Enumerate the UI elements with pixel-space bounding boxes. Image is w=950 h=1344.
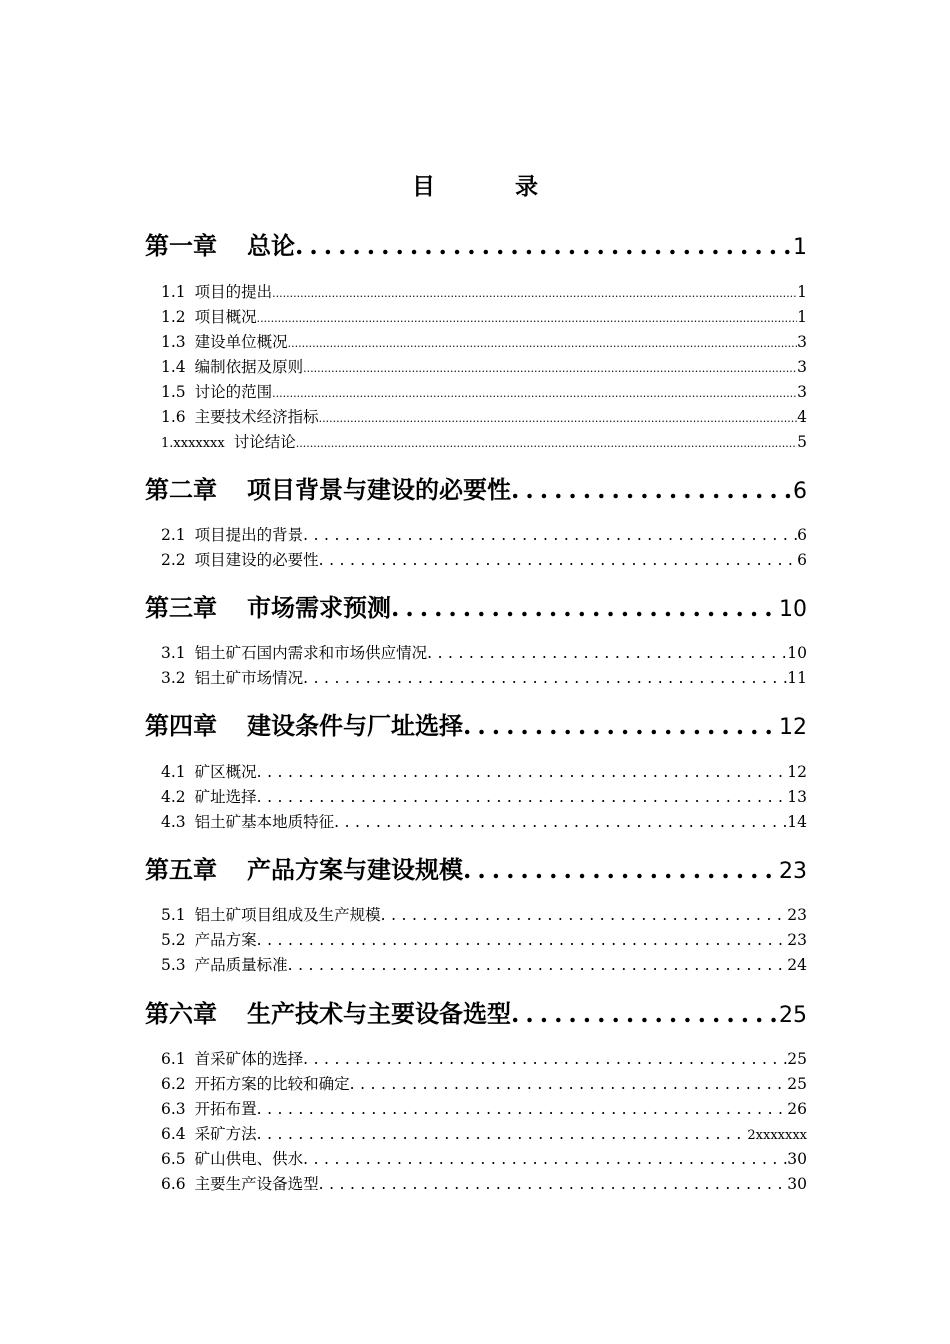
chapter-number: 第四章 (145, 711, 217, 740)
dot-leader (303, 358, 797, 376)
section-title: 项目提出的背景 (194, 526, 304, 544)
section-title: 项目的提出 (194, 283, 273, 301)
section-number: 1.5 (161, 383, 186, 401)
section-number: 1.xxxxxxx (161, 436, 225, 451)
toc-chapter-4[interactable] (145, 706, 807, 740)
section-number: 6.4 (161, 1125, 186, 1143)
dot-leader (296, 433, 797, 451)
dot-leader (257, 1100, 788, 1118)
section-title: 铝土矿基本地质特征 (194, 813, 335, 831)
dot-leader (257, 308, 797, 326)
chapter-number: 第一章 (145, 231, 217, 260)
section-page-number: 4 (797, 408, 807, 426)
dot-leader (295, 231, 793, 260)
toc-section-2-1[interactable] (161, 523, 807, 545)
section-title: 产品方案 (194, 931, 257, 949)
section-number: 5.2 (161, 931, 186, 949)
section-title: 产品质量标准 (194, 956, 288, 974)
section-page-number: 1 (797, 283, 807, 301)
toc-section-6-3[interactable] (161, 1097, 807, 1119)
toc-section-6-1[interactable] (161, 1047, 807, 1069)
section-title: 项目概况 (194, 308, 257, 326)
section-page-number: 6 (797, 551, 807, 569)
section-page-number: 6 (797, 526, 807, 544)
section-title: 首采矿体的选择 (194, 1050, 304, 1068)
section-title: 开拓方案的比较和确定 (194, 1075, 350, 1093)
section-number: 2.2 (161, 551, 186, 569)
dot-leader (334, 813, 787, 831)
section-page-number: 30 (787, 1150, 807, 1168)
dot-leader (319, 1175, 788, 1193)
toc-section-1-7[interactable] (161, 430, 807, 452)
dot-leader (511, 999, 779, 1028)
chapter-page-number: 10 (779, 597, 807, 622)
section-number: 6.5 (161, 1150, 186, 1168)
toc-section-1-5[interactable] (161, 380, 807, 402)
section-page-number: 3 (797, 383, 807, 401)
toc-section-6-4[interactable] (161, 1122, 807, 1144)
section-number: 4.3 (161, 813, 186, 831)
section-page-number: 30 (787, 1175, 807, 1193)
dot-leader (350, 1075, 788, 1093)
chapter-number: 第六章 (145, 999, 217, 1028)
chapter-title: 产品方案与建设规模 (247, 855, 463, 884)
section-title: 矿址选择 (194, 788, 257, 806)
chapter-page-number: 6 (793, 479, 807, 504)
dot-leader (319, 551, 797, 569)
section-number: 6.6 (161, 1175, 186, 1193)
section-number: 3.1 (161, 644, 186, 662)
toc-section-3-2[interactable] (161, 666, 807, 688)
section-page-number: 13 (787, 788, 807, 806)
section-number: 5.1 (161, 906, 186, 924)
section-number: 6.3 (161, 1100, 186, 1118)
section-page-number: 5 (797, 433, 807, 451)
dot-leader (257, 763, 788, 781)
dot-leader (427, 644, 787, 662)
dot-leader (257, 788, 788, 806)
dot-leader (391, 593, 779, 622)
section-number: 4.2 (161, 788, 186, 806)
dot-leader (257, 1125, 748, 1143)
toc-chapter-3[interactable] (145, 588, 807, 622)
section-title: 主要技术经济指标 (194, 408, 319, 426)
section-number: 1.2 (161, 308, 186, 326)
section-page-number: 23 (787, 931, 807, 949)
toc-section-1-1[interactable] (161, 280, 807, 302)
chapter-title: 建设条件与厂址选择 (247, 711, 463, 740)
section-number: 3.2 (161, 669, 186, 687)
section-page-number: 12 (787, 763, 807, 781)
dot-leader (303, 1150, 787, 1168)
dot-leader (303, 526, 797, 544)
dot-leader (463, 855, 779, 884)
toc-section-1-6[interactable] (161, 405, 807, 427)
chapter-number: 第二章 (145, 475, 217, 504)
section-page-number: 25 (787, 1050, 807, 1068)
section-page-number: 3 (797, 358, 807, 376)
toc-chapter-6[interactable] (145, 994, 807, 1028)
dot-leader (288, 333, 797, 351)
section-title: 铝土矿项目组成及生产规模 (194, 906, 381, 924)
chapter-number: 第五章 (145, 855, 217, 884)
section-title: 开拓布置 (194, 1100, 257, 1118)
section-title: 采矿方法 (194, 1125, 257, 1143)
section-number: 1.4 (161, 358, 186, 376)
section-page-number: 3 (797, 333, 807, 351)
section-page-number: 2xxxxxxx (747, 1128, 807, 1143)
toc-section-5-1[interactable] (161, 903, 807, 925)
chapter-title: 市场需求预测 (247, 593, 391, 622)
section-page-number: 10 (787, 644, 807, 662)
toc-section-1-4[interactable] (161, 355, 807, 377)
dot-leader (257, 931, 788, 949)
section-number: 1.3 (161, 333, 186, 351)
toc-section-6-2[interactable] (161, 1072, 807, 1094)
dot-leader (511, 475, 793, 504)
dot-leader (463, 711, 779, 740)
section-page-number: 14 (787, 813, 807, 831)
section-page-number: 23 (787, 906, 807, 924)
section-number: 1.1 (161, 283, 186, 301)
section-title: 主要生产设备选型 (194, 1175, 319, 1193)
section-number: 2.1 (161, 526, 186, 544)
section-page-number: 1 (797, 308, 807, 326)
dot-leader (381, 906, 788, 924)
toc-chapter-2[interactable] (145, 470, 807, 504)
section-title: 编制依据及原则 (194, 358, 304, 376)
toc-section-6-5[interactable] (161, 1147, 807, 1169)
dot-leader (319, 408, 797, 426)
section-title: 矿区概况 (194, 763, 257, 781)
section-title: 项目建设的必要性 (194, 551, 319, 569)
dot-leader (288, 956, 788, 974)
section-title: 铝土矿石国内需求和市场供应情况 (194, 644, 428, 662)
section-title: 讨论结论 (233, 433, 296, 451)
dot-leader (272, 283, 797, 301)
section-title: 矿山供电、供水 (194, 1150, 304, 1168)
toc-title: 目 录 (411, 173, 574, 200)
dot-leader (272, 383, 797, 401)
toc-section-4-2[interactable] (161, 785, 807, 807)
section-page-number: 11 (787, 669, 807, 687)
section-number: 1.6 (161, 408, 186, 426)
toc-section-5-3[interactable] (161, 953, 807, 975)
toc-chapter-1[interactable] (145, 226, 807, 260)
dot-leader (303, 669, 787, 687)
chapter-page-number: 1 (793, 235, 807, 260)
dot-leader (303, 1050, 787, 1068)
section-number: 5.3 (161, 956, 186, 974)
section-page-number: 26 (787, 1100, 807, 1118)
chapter-title: 生产技术与主要设备选型 (247, 999, 511, 1028)
toc-section-3-1[interactable] (161, 641, 807, 663)
toc-section-1-3[interactable] (161, 330, 807, 352)
section-title: 建设单位概况 (194, 333, 288, 351)
toc-section-1-2[interactable] (161, 305, 807, 327)
section-title: 讨论的范围 (194, 383, 273, 401)
section-page-number: 24 (787, 956, 807, 974)
toc-section-5-2[interactable] (161, 928, 807, 950)
chapter-title: 项目背景与建设的必要性 (247, 475, 511, 504)
toc-section-4-3[interactable] (161, 810, 807, 832)
toc-section-4-1[interactable] (161, 760, 807, 782)
section-number: 6.1 (161, 1050, 186, 1068)
chapter-page-number: 23 (779, 859, 807, 884)
chapter-page-number: 12 (779, 715, 807, 740)
toc-chapter-5[interactable] (145, 850, 807, 884)
section-number: 4.1 (161, 763, 186, 781)
toc-section-2-2[interactable] (161, 548, 807, 570)
section-title: 铝土矿市场情况 (194, 669, 304, 687)
chapter-title: 总论 (247, 231, 295, 260)
toc-section-6-6[interactable] (161, 1172, 807, 1194)
chapter-page-number: 25 (779, 1003, 807, 1028)
section-number: 6.2 (161, 1075, 186, 1093)
section-page-number: 25 (787, 1075, 807, 1093)
chapter-number: 第三章 (145, 593, 217, 622)
